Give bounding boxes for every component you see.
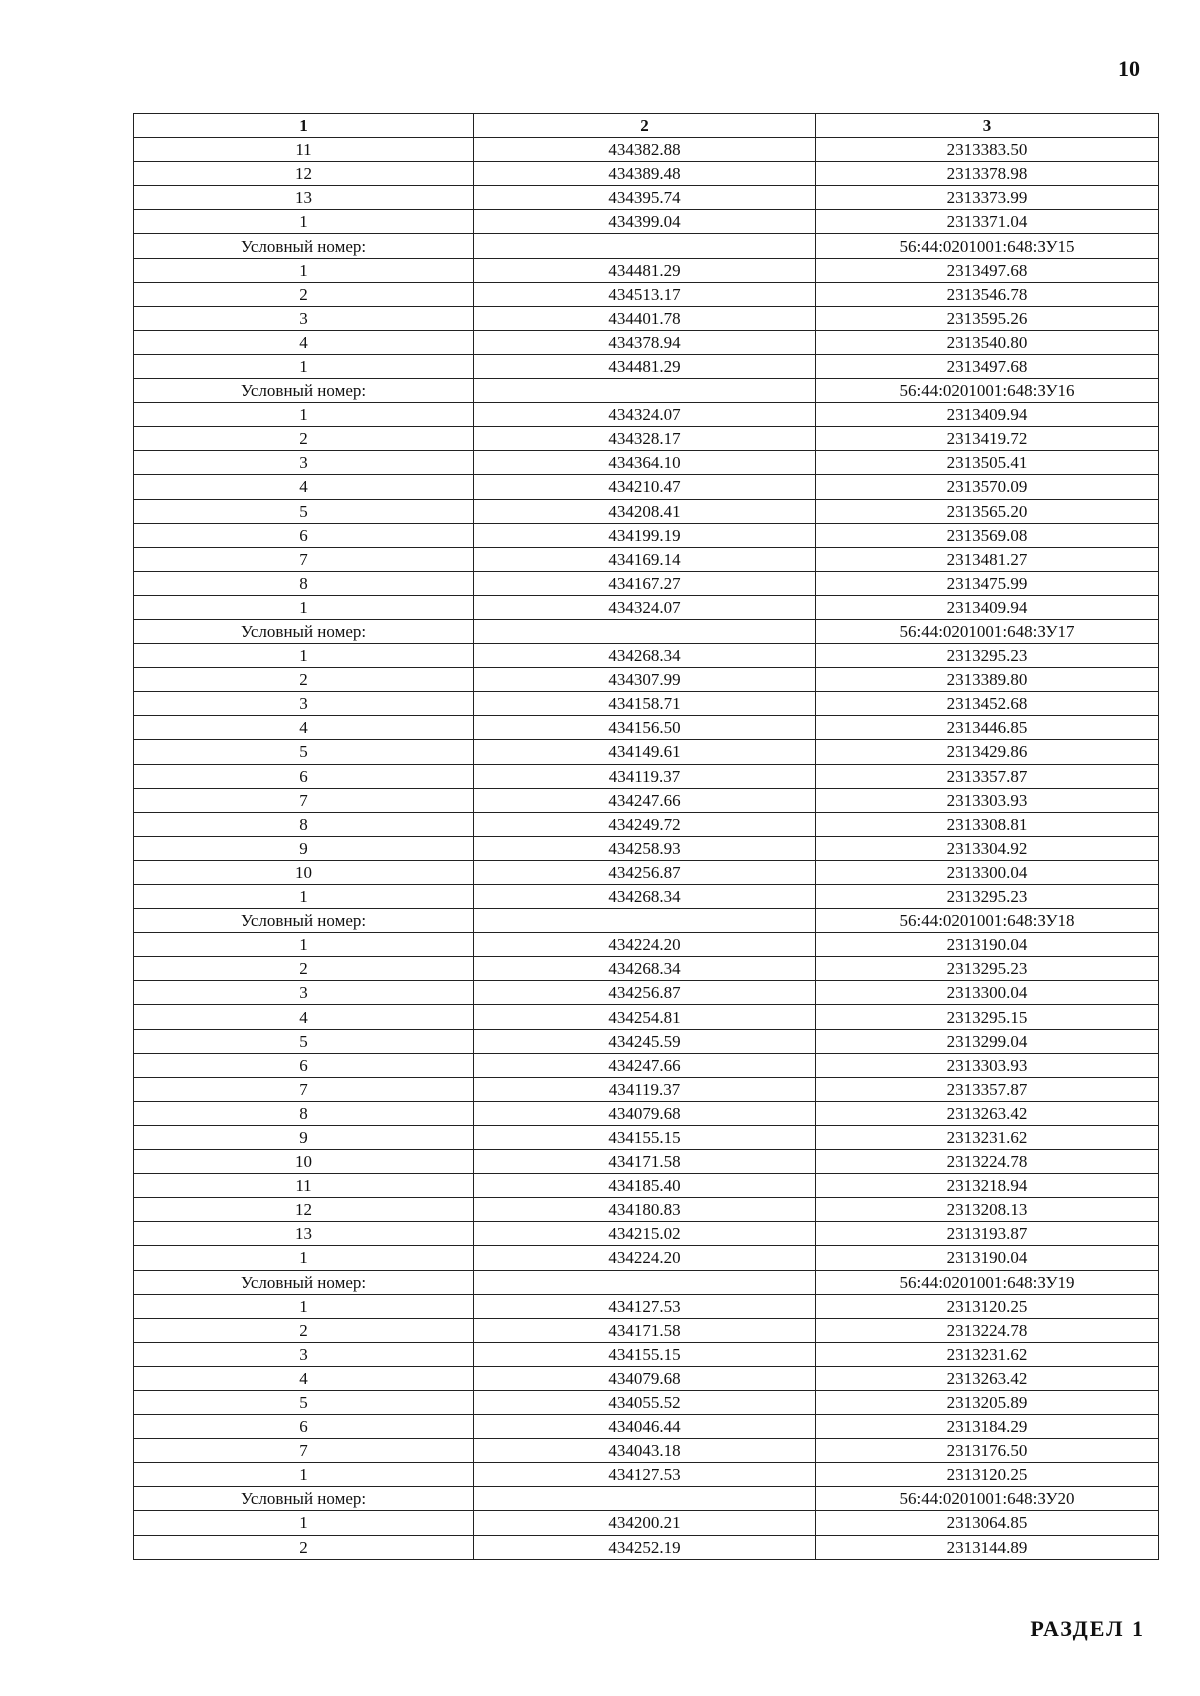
x-coordinate-cell: 434079.68 bbox=[474, 1366, 816, 1390]
x-coordinate-cell: 434224.20 bbox=[474, 1246, 816, 1270]
table-row bbox=[134, 1029, 1159, 1053]
y-coordinate-cell: 56:44:0201001:648:ЗУ15 bbox=[816, 234, 1159, 258]
y-coordinate-cell: 2313120.25 bbox=[816, 1294, 1159, 1318]
table-row bbox=[134, 499, 1159, 523]
y-coordinate-cell: 2313389.80 bbox=[816, 668, 1159, 692]
y-coordinate-cell: 2313569.08 bbox=[816, 523, 1159, 547]
y-coordinate-cell: 2313595.26 bbox=[816, 306, 1159, 330]
point-number-cell: 2 bbox=[134, 1318, 474, 1342]
y-coordinate-cell: 2313497.68 bbox=[816, 258, 1159, 282]
x-coordinate-cell: 434171.58 bbox=[474, 1318, 816, 1342]
x-coordinate-cell: 434364.10 bbox=[474, 451, 816, 475]
table-row bbox=[134, 860, 1159, 884]
y-coordinate-cell: 2313481.27 bbox=[816, 547, 1159, 571]
point-number-cell: 1 bbox=[134, 885, 474, 909]
table-row bbox=[134, 1174, 1159, 1198]
parcel-header-row bbox=[134, 1487, 1159, 1511]
table-row bbox=[134, 427, 1159, 451]
x-coordinate-cell: 434252.19 bbox=[474, 1535, 816, 1559]
parcel-header-row bbox=[134, 379, 1159, 403]
table-row bbox=[134, 451, 1159, 475]
y-coordinate-cell: 56:44:0201001:648:ЗУ19 bbox=[816, 1270, 1159, 1294]
x-coordinate-cell: 434185.40 bbox=[474, 1174, 816, 1198]
header-cell-y: 3 bbox=[816, 114, 1159, 138]
x-coordinate-cell: 434481.29 bbox=[474, 354, 816, 378]
point-number-cell: 8 bbox=[134, 812, 474, 836]
table-row bbox=[134, 186, 1159, 210]
x-coordinate-cell: 434167.27 bbox=[474, 571, 816, 595]
x-coordinate-cell: 434119.37 bbox=[474, 1077, 816, 1101]
point-number-cell: 1 bbox=[134, 933, 474, 957]
table-row bbox=[134, 523, 1159, 547]
x-coordinate-cell: 434324.07 bbox=[474, 403, 816, 427]
y-coordinate-cell: 2313224.78 bbox=[816, 1318, 1159, 1342]
point-number-cell: Условный номер: bbox=[134, 619, 474, 643]
x-coordinate-cell: 434155.15 bbox=[474, 1125, 816, 1149]
table-row bbox=[134, 282, 1159, 306]
x-coordinate-cell bbox=[474, 1487, 816, 1511]
table-row bbox=[134, 1511, 1159, 1535]
y-coordinate-cell: 2313357.87 bbox=[816, 1077, 1159, 1101]
table-row bbox=[134, 1053, 1159, 1077]
table-row bbox=[134, 764, 1159, 788]
point-number-cell: 1 bbox=[134, 1463, 474, 1487]
y-coordinate-cell: 2313419.72 bbox=[816, 427, 1159, 451]
point-number-cell: 2 bbox=[134, 668, 474, 692]
point-number-cell: 8 bbox=[134, 1101, 474, 1125]
point-number-cell: 11 bbox=[134, 138, 474, 162]
point-number-cell: 3 bbox=[134, 306, 474, 330]
x-coordinate-cell: 434258.93 bbox=[474, 836, 816, 860]
parcel-header-row bbox=[134, 1270, 1159, 1294]
x-coordinate-cell: 434382.88 bbox=[474, 138, 816, 162]
y-coordinate-cell: 2313120.25 bbox=[816, 1463, 1159, 1487]
point-number-cell: 1 bbox=[134, 1246, 474, 1270]
x-coordinate-cell: 434513.17 bbox=[474, 282, 816, 306]
x-coordinate-cell: 434328.17 bbox=[474, 427, 816, 451]
y-coordinate-cell: 56:44:0201001:648:ЗУ20 bbox=[816, 1487, 1159, 1511]
y-coordinate-cell: 2313565.20 bbox=[816, 499, 1159, 523]
point-number-cell: 6 bbox=[134, 523, 474, 547]
table-header-row bbox=[134, 114, 1159, 138]
x-coordinate-cell: 434055.52 bbox=[474, 1390, 816, 1414]
table-row bbox=[134, 403, 1159, 427]
x-coordinate-cell: 434378.94 bbox=[474, 330, 816, 354]
table-row bbox=[134, 716, 1159, 740]
x-coordinate-cell: 434046.44 bbox=[474, 1415, 816, 1439]
point-number-cell: 7 bbox=[134, 547, 474, 571]
point-number-cell: 1 bbox=[134, 595, 474, 619]
point-number-cell: Условный номер: bbox=[134, 1487, 474, 1511]
x-coordinate-cell: 434158.71 bbox=[474, 692, 816, 716]
y-coordinate-cell: 2313295.15 bbox=[816, 1005, 1159, 1029]
point-number-cell: 13 bbox=[134, 186, 474, 210]
x-coordinate-cell: 434199.19 bbox=[474, 523, 816, 547]
y-coordinate-cell: 2313308.81 bbox=[816, 812, 1159, 836]
table-row bbox=[134, 1294, 1159, 1318]
point-number-cell: 12 bbox=[134, 162, 474, 186]
section-label: РАЗДЕЛ 1 bbox=[1030, 1616, 1145, 1641]
y-coordinate-cell: 56:44:0201001:648:ЗУ17 bbox=[816, 619, 1159, 643]
y-coordinate-cell: 2313303.93 bbox=[816, 788, 1159, 812]
point-number-cell: 2 bbox=[134, 282, 474, 306]
point-number-cell: Условный номер: bbox=[134, 234, 474, 258]
y-coordinate-cell: 2313190.04 bbox=[816, 933, 1159, 957]
table-body bbox=[134, 114, 1159, 1560]
point-number-cell: 6 bbox=[134, 764, 474, 788]
point-number-cell: 9 bbox=[134, 836, 474, 860]
point-number-cell: 4 bbox=[134, 1366, 474, 1390]
x-coordinate-cell: 434307.99 bbox=[474, 668, 816, 692]
table-row bbox=[134, 1318, 1159, 1342]
point-number-cell: 4 bbox=[134, 475, 474, 499]
point-number-cell: 5 bbox=[134, 499, 474, 523]
x-coordinate-cell: 434247.66 bbox=[474, 1053, 816, 1077]
x-coordinate-cell: 434481.29 bbox=[474, 258, 816, 282]
x-coordinate-cell: 434247.66 bbox=[474, 788, 816, 812]
table-row bbox=[134, 885, 1159, 909]
table-row bbox=[134, 836, 1159, 860]
point-number-cell: 9 bbox=[134, 1125, 474, 1149]
y-coordinate-cell: 2313383.50 bbox=[816, 138, 1159, 162]
y-coordinate-cell: 2313371.04 bbox=[816, 210, 1159, 234]
table-row bbox=[134, 1125, 1159, 1149]
table-row bbox=[134, 595, 1159, 619]
x-coordinate-cell: 434268.34 bbox=[474, 644, 816, 668]
x-coordinate-cell: 434249.72 bbox=[474, 812, 816, 836]
parcel-header-row bbox=[134, 909, 1159, 933]
table-row bbox=[134, 1222, 1159, 1246]
table-row bbox=[134, 933, 1159, 957]
y-coordinate-cell: 2313505.41 bbox=[816, 451, 1159, 475]
y-coordinate-cell: 2313300.04 bbox=[816, 860, 1159, 884]
y-coordinate-cell: 2313263.42 bbox=[816, 1366, 1159, 1390]
point-number-cell: 6 bbox=[134, 1415, 474, 1439]
x-coordinate-cell: 434043.18 bbox=[474, 1439, 816, 1463]
table-row bbox=[134, 1463, 1159, 1487]
y-coordinate-cell: 2313304.92 bbox=[816, 836, 1159, 860]
table-row bbox=[134, 475, 1159, 499]
header-cell-x: 2 bbox=[474, 114, 816, 138]
table-row bbox=[134, 981, 1159, 1005]
y-coordinate-cell: 2313208.13 bbox=[816, 1198, 1159, 1222]
x-coordinate-cell: 434215.02 bbox=[474, 1222, 816, 1246]
x-coordinate-cell: 434119.37 bbox=[474, 764, 816, 788]
y-coordinate-cell: 2313300.04 bbox=[816, 981, 1159, 1005]
y-coordinate-cell: 2313193.87 bbox=[816, 1222, 1159, 1246]
y-coordinate-cell: 2313429.86 bbox=[816, 740, 1159, 764]
x-coordinate-cell: 434324.07 bbox=[474, 595, 816, 619]
x-coordinate-cell: 434395.74 bbox=[474, 186, 816, 210]
point-number-cell: 3 bbox=[134, 451, 474, 475]
table-row bbox=[134, 1390, 1159, 1414]
y-coordinate-cell: 2313475.99 bbox=[816, 571, 1159, 595]
y-coordinate-cell: 2313409.94 bbox=[816, 595, 1159, 619]
y-coordinate-cell: 56:44:0201001:648:ЗУ18 bbox=[816, 909, 1159, 933]
point-number-cell: 7 bbox=[134, 788, 474, 812]
x-coordinate-cell: 434171.58 bbox=[474, 1150, 816, 1174]
table-row bbox=[134, 210, 1159, 234]
y-coordinate-cell: 2313409.94 bbox=[816, 403, 1159, 427]
x-coordinate-cell: 434210.47 bbox=[474, 475, 816, 499]
table-row bbox=[134, 1101, 1159, 1125]
point-number-cell: 5 bbox=[134, 1390, 474, 1414]
point-number-cell: 7 bbox=[134, 1439, 474, 1463]
page-number: 10 bbox=[1118, 56, 1140, 81]
point-number-cell: 1 bbox=[134, 1511, 474, 1535]
x-coordinate-cell: 434256.87 bbox=[474, 860, 816, 884]
table-row bbox=[134, 668, 1159, 692]
table-row bbox=[134, 1366, 1159, 1390]
table-row bbox=[134, 1246, 1159, 1270]
table-row bbox=[134, 812, 1159, 836]
y-coordinate-cell: 2313303.93 bbox=[816, 1053, 1159, 1077]
y-coordinate-cell: 2313184.29 bbox=[816, 1415, 1159, 1439]
x-coordinate-cell: 434245.59 bbox=[474, 1029, 816, 1053]
y-coordinate-cell: 2313299.04 bbox=[816, 1029, 1159, 1053]
point-number-cell: 10 bbox=[134, 860, 474, 884]
y-coordinate-cell: 56:44:0201001:648:ЗУ16 bbox=[816, 379, 1159, 403]
y-coordinate-cell: 2313373.99 bbox=[816, 186, 1159, 210]
point-number-cell: Условный номер: bbox=[134, 1270, 474, 1294]
x-coordinate-cell: 434079.68 bbox=[474, 1101, 816, 1125]
table-row bbox=[134, 957, 1159, 981]
point-number-cell: 12 bbox=[134, 1198, 474, 1222]
point-number-cell: 6 bbox=[134, 1053, 474, 1077]
point-number-cell: 2 bbox=[134, 957, 474, 981]
point-number-cell: 1 bbox=[134, 210, 474, 234]
point-number-cell: 3 bbox=[134, 981, 474, 1005]
coordinates-table bbox=[133, 113, 1159, 1560]
table-row bbox=[134, 1005, 1159, 1029]
point-number-cell: 1 bbox=[134, 354, 474, 378]
point-number-cell: 1 bbox=[134, 1294, 474, 1318]
x-coordinate-cell: 434268.34 bbox=[474, 885, 816, 909]
x-coordinate-cell: 434389.48 bbox=[474, 162, 816, 186]
table-row bbox=[134, 258, 1159, 282]
y-coordinate-cell: 2313231.62 bbox=[816, 1125, 1159, 1149]
table-row bbox=[134, 138, 1159, 162]
y-coordinate-cell: 2313144.89 bbox=[816, 1535, 1159, 1559]
y-coordinate-cell: 2313263.42 bbox=[816, 1101, 1159, 1125]
x-coordinate-cell: 434180.83 bbox=[474, 1198, 816, 1222]
table-row bbox=[134, 1439, 1159, 1463]
point-number-cell: 4 bbox=[134, 716, 474, 740]
y-coordinate-cell: 2313540.80 bbox=[816, 330, 1159, 354]
y-coordinate-cell: 2313064.85 bbox=[816, 1511, 1159, 1535]
table-row bbox=[134, 1415, 1159, 1439]
point-number-cell: Условный номер: bbox=[134, 379, 474, 403]
x-coordinate-cell bbox=[474, 234, 816, 258]
y-coordinate-cell: 2313231.62 bbox=[816, 1342, 1159, 1366]
y-coordinate-cell: 2313176.50 bbox=[816, 1439, 1159, 1463]
y-coordinate-cell: 2313452.68 bbox=[816, 692, 1159, 716]
y-coordinate-cell: 2313570.09 bbox=[816, 475, 1159, 499]
x-coordinate-cell: 434127.53 bbox=[474, 1294, 816, 1318]
y-coordinate-cell: 2313357.87 bbox=[816, 764, 1159, 788]
point-number-cell: 1 bbox=[134, 403, 474, 427]
point-number-cell: 5 bbox=[134, 740, 474, 764]
point-number-cell: 7 bbox=[134, 1077, 474, 1101]
point-number-cell: 1 bbox=[134, 258, 474, 282]
table-row bbox=[134, 788, 1159, 812]
x-coordinate-cell bbox=[474, 909, 816, 933]
point-number-cell: Условный номер: bbox=[134, 909, 474, 933]
x-coordinate-cell bbox=[474, 619, 816, 643]
y-coordinate-cell: 2313218.94 bbox=[816, 1174, 1159, 1198]
point-number-cell: 5 bbox=[134, 1029, 474, 1053]
table-row bbox=[134, 1342, 1159, 1366]
table-row bbox=[134, 740, 1159, 764]
x-coordinate-cell: 434401.78 bbox=[474, 306, 816, 330]
table-row bbox=[134, 1077, 1159, 1101]
y-coordinate-cell: 2313546.78 bbox=[816, 282, 1159, 306]
point-number-cell: 4 bbox=[134, 1005, 474, 1029]
header-cell-point-number: 1 bbox=[134, 114, 474, 138]
y-coordinate-cell: 2313446.85 bbox=[816, 716, 1159, 740]
y-coordinate-cell: 2313190.04 bbox=[816, 1246, 1159, 1270]
table-row bbox=[134, 1535, 1159, 1559]
table-row bbox=[134, 354, 1159, 378]
point-number-cell: 1 bbox=[134, 644, 474, 668]
table-row bbox=[134, 1150, 1159, 1174]
point-number-cell: 8 bbox=[134, 571, 474, 595]
y-coordinate-cell: 2313295.23 bbox=[816, 957, 1159, 981]
x-coordinate-cell bbox=[474, 379, 816, 403]
x-coordinate-cell: 434256.87 bbox=[474, 981, 816, 1005]
x-coordinate-cell: 434399.04 bbox=[474, 210, 816, 234]
y-coordinate-cell: 2313205.89 bbox=[816, 1390, 1159, 1414]
table-row bbox=[134, 547, 1159, 571]
x-coordinate-cell: 434224.20 bbox=[474, 933, 816, 957]
x-coordinate-cell: 434200.21 bbox=[474, 1511, 816, 1535]
parcel-header-row bbox=[134, 234, 1159, 258]
point-number-cell: 2 bbox=[134, 427, 474, 451]
y-coordinate-cell: 2313295.23 bbox=[816, 885, 1159, 909]
point-number-cell: 11 bbox=[134, 1174, 474, 1198]
y-coordinate-cell: 2313378.98 bbox=[816, 162, 1159, 186]
x-coordinate-cell: 434254.81 bbox=[474, 1005, 816, 1029]
x-coordinate-cell bbox=[474, 1270, 816, 1294]
x-coordinate-cell: 434155.15 bbox=[474, 1342, 816, 1366]
parcel-header-row bbox=[134, 619, 1159, 643]
point-number-cell: 3 bbox=[134, 692, 474, 716]
x-coordinate-cell: 434268.34 bbox=[474, 957, 816, 981]
x-coordinate-cell: 434208.41 bbox=[474, 499, 816, 523]
y-coordinate-cell: 2313295.23 bbox=[816, 644, 1159, 668]
y-coordinate-cell: 2313224.78 bbox=[816, 1150, 1159, 1174]
table-row bbox=[134, 306, 1159, 330]
x-coordinate-cell: 434127.53 bbox=[474, 1463, 816, 1487]
point-number-cell: 3 bbox=[134, 1342, 474, 1366]
y-coordinate-cell: 2313497.68 bbox=[816, 354, 1159, 378]
table-row bbox=[134, 1198, 1159, 1222]
table-row bbox=[134, 692, 1159, 716]
point-number-cell: 10 bbox=[134, 1150, 474, 1174]
table-row bbox=[134, 162, 1159, 186]
x-coordinate-cell: 434156.50 bbox=[474, 716, 816, 740]
point-number-cell: 2 bbox=[134, 1535, 474, 1559]
point-number-cell: 13 bbox=[134, 1222, 474, 1246]
table-row bbox=[134, 571, 1159, 595]
table-row bbox=[134, 644, 1159, 668]
table-row bbox=[134, 330, 1159, 354]
x-coordinate-cell: 434169.14 bbox=[474, 547, 816, 571]
x-coordinate-cell: 434149.61 bbox=[474, 740, 816, 764]
point-number-cell: 4 bbox=[134, 330, 474, 354]
